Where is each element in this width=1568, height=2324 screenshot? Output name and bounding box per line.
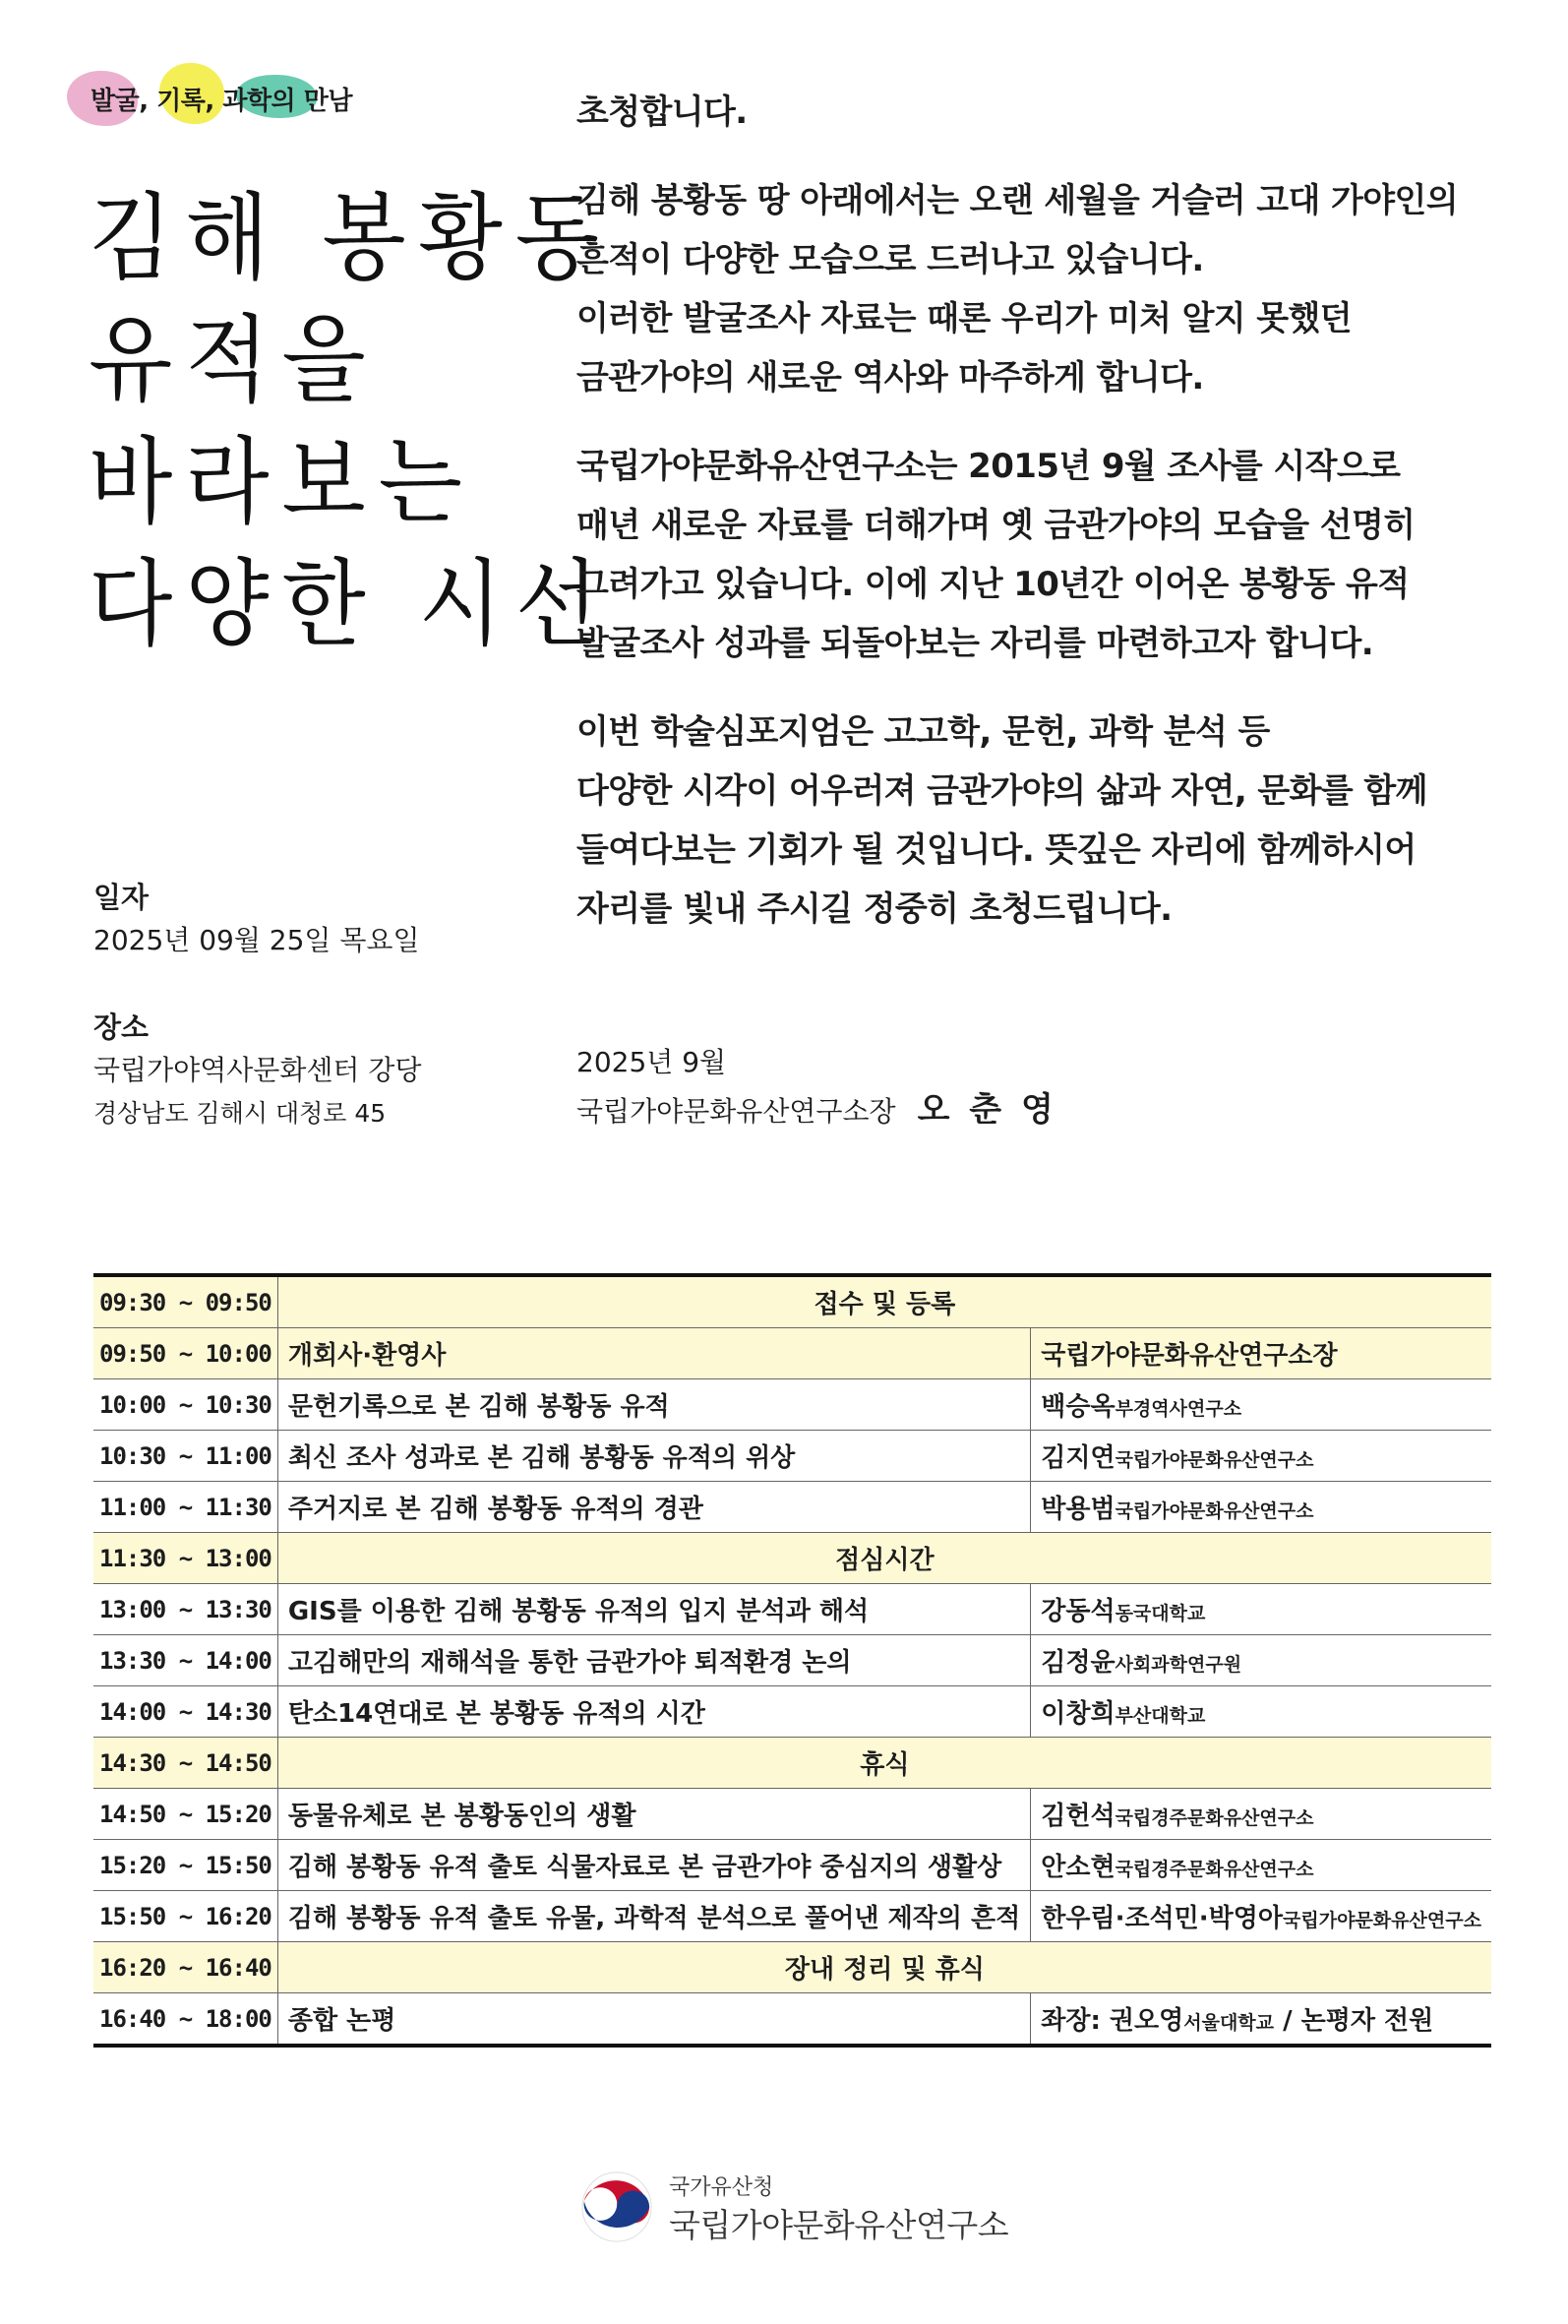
- schedule-row: [93, 1379, 1491, 1431]
- schedule-table: [93, 1273, 1491, 2048]
- session-title: 휴식: [277, 1738, 1491, 1789]
- session-speaker-cell: [1031, 1840, 1491, 1891]
- session-time: 15:50 ~ 16:20: [93, 1891, 277, 1942]
- schedule-row: [93, 1328, 1491, 1379]
- session-title: GIS를 이용한 김해 봉황동 유적의 입지 분석과 해석: [277, 1584, 1030, 1635]
- session-time: 14:30 ~ 14:50: [93, 1738, 277, 1789]
- speaker-affiliation: 국립경주문화유산연구소: [1115, 1859, 1314, 1880]
- session-speaker-cell: [1031, 1635, 1491, 1686]
- schedule-row: [93, 1993, 1491, 2047]
- speaker-affiliation: 부경역사연구소: [1115, 1398, 1242, 1420]
- session-time: 16:20 ~ 16:40: [93, 1942, 277, 1993]
- session-speaker-cell: [1031, 1891, 1491, 1942]
- schedule-row: [93, 1686, 1491, 1738]
- place-block: [93, 1006, 421, 1135]
- schedule-row: [93, 1840, 1491, 1891]
- schedule-row: [93, 1533, 1491, 1584]
- place-address: 경상남도 김해시 대청로 45: [93, 1099, 387, 1128]
- session-title: 고김해만의 재해석을 통한 금관가야 퇴적환경 논의: [277, 1635, 1030, 1686]
- title-line-2: 유적을: [89, 305, 379, 415]
- session-speaker-cell: [1031, 1993, 1491, 2047]
- org-name: 국립가야문화유산연구소: [669, 2206, 1009, 2244]
- speaker-name: 김헌석: [1041, 1802, 1116, 1831]
- speaker-name: 국립가야문화유산연구소장: [1041, 1341, 1338, 1371]
- schedule-row: [93, 1789, 1491, 1840]
- speaker-affiliation: 국립가야문화유산연구소: [1115, 1449, 1314, 1471]
- session-time: 09:30 ~ 09:50: [93, 1275, 277, 1328]
- place-label: 장소: [93, 1010, 150, 1044]
- title-line-4: 다양한 시선: [89, 549, 612, 659]
- speaker-affiliation: 서울대학교: [1183, 2012, 1275, 2034]
- session-speaker-cell: [1031, 1431, 1491, 1482]
- session-time: 16:40 ~ 18:00: [93, 1993, 277, 2047]
- session-time: 11:00 ~ 11:30: [93, 1482, 277, 1533]
- speaker-affiliation: 국립경주문화유산연구소: [1115, 1807, 1314, 1829]
- schedule-row: [93, 1942, 1491, 1993]
- speaker-affiliation: 국립가야문화유산연구소: [1115, 1500, 1314, 1522]
- invitation-letter: [576, 83, 1501, 968]
- title-line-1: 김해 봉황동: [89, 183, 612, 293]
- tagline-text: 발굴, 기록, 과학의 만남: [90, 87, 352, 116]
- schedule-row: [93, 1482, 1491, 1533]
- tagline: [90, 81, 405, 140]
- session-title: 김해 봉황동 유적 출토 유물, 과학적 분석으로 풀어낸 제작의 흔적: [277, 1891, 1030, 1942]
- sign-line: [576, 1086, 1057, 1135]
- sign-date: 2025년 9월: [576, 1046, 727, 1078]
- sign-org: 국립가야문화유산연구소장: [576, 1095, 896, 1128]
- session-speaker-cell: [1031, 1482, 1491, 1533]
- date-value: 2025년 09월 25일 목요일: [93, 924, 420, 956]
- session-title: 주거지로 본 김해 봉황동 유적의 경관: [277, 1482, 1030, 1533]
- speaker-suffix: / 논평자 전원: [1274, 2006, 1434, 2036]
- schedule-row: [93, 1635, 1491, 1686]
- session-title: 동물유체로 본 봉황동인의 생활: [277, 1789, 1030, 1840]
- speaker-name: 김정윤: [1041, 1648, 1116, 1678]
- taegeuk-emblem-icon: [578, 2169, 655, 2245]
- title-line-3: 바라보는: [89, 427, 475, 537]
- speaker-name: 한우림·조석민·박영아: [1041, 1904, 1284, 1933]
- main-title: [89, 177, 612, 665]
- greeting: 초청합니다.: [576, 92, 748, 132]
- session-time: 13:00 ~ 13:30: [93, 1584, 277, 1635]
- speaker-name: 안소현: [1041, 1853, 1116, 1882]
- speaker-name: 강동석: [1041, 1597, 1116, 1626]
- session-time: 15:20 ~ 15:50: [93, 1840, 277, 1891]
- session-time: 14:50 ~ 15:20: [93, 1789, 277, 1840]
- session-title: 장내 정리 및 휴식: [277, 1942, 1491, 1993]
- speaker-name: 박용범: [1041, 1495, 1116, 1524]
- schedule-row: [93, 1738, 1491, 1789]
- date-block: [93, 876, 420, 962]
- session-title: 최신 조사 성과로 본 김해 봉황동 유적의 위상: [277, 1431, 1030, 1482]
- session-speaker-cell: [1031, 1789, 1491, 1840]
- speaker-affiliation: 부산대학교: [1115, 1705, 1206, 1727]
- schedule-row: [93, 1275, 1491, 1328]
- session-title: 점심시간: [277, 1533, 1491, 1584]
- schedule-row: [93, 1891, 1491, 1942]
- speaker-name: 김지연: [1041, 1443, 1116, 1473]
- session-title: 탄소14연대로 본 봉황동 유적의 시간: [277, 1686, 1030, 1738]
- session-time: 14:00 ~ 14:30: [93, 1686, 277, 1738]
- schedule-row: [93, 1584, 1491, 1635]
- sign-name: 오 춘 영: [917, 1090, 1057, 1130]
- speaker-name: 이창희: [1041, 1699, 1116, 1729]
- date-label: 일자: [93, 881, 150, 914]
- session-time: 13:30 ~ 14:00: [93, 1635, 277, 1686]
- session-title: 접수 및 등록: [277, 1275, 1491, 1328]
- letter-paragraph-2: 국립가야문화유산연구소는 2015년 9월 조사를 시작으로 매년 새로운 자료를 더해가며 옛 금관가야의 모습을 선명히 그려가고 있습니다. 이에 지난 10년간 이어온 봉황동 유적 발굴조사 성과를 되돌아보는 자리를 마련하고자 합니다.: [576, 447, 1416, 663]
- session-time: 11:30 ~ 13:00: [93, 1533, 277, 1584]
- session-title: 문헌기록으로 본 김해 봉황동 유적: [277, 1379, 1030, 1431]
- session-title: 김해 봉황동 유적 출토 식물자료로 본 금관가야 중심지의 생활상: [277, 1840, 1030, 1891]
- schedule-row: [93, 1431, 1491, 1482]
- speaker-name: 백승옥: [1041, 1392, 1116, 1422]
- speaker-affiliation: 사회과학연구원: [1115, 1654, 1242, 1676]
- signature-block: [576, 1039, 1057, 1135]
- session-speaker-cell: [1031, 1328, 1491, 1379]
- speaker-name: 좌장: 권오영: [1041, 2006, 1184, 2036]
- place-value: 국립가야역사문화센터 강당: [93, 1054, 422, 1086]
- session-title: 종합 논평: [277, 1993, 1030, 2047]
- session-time: 09:50 ~ 10:00: [93, 1328, 277, 1379]
- org-parent: 국가유산청: [669, 2175, 774, 2200]
- footer-logo: [578, 2165, 1031, 2253]
- session-title: 개회사·환영사: [277, 1328, 1030, 1379]
- letter-paragraph-3: 이번 학술심포지엄은 고고학, 문헌, 과학 분석 등 다양한 시각이 어우러져 금관가야의 삶과 자연, 문화를 함께 들여다보는 기회가 될 것입니다. 뜻깊은 자리에 함께하시어 자리를 빛내 주시길 정중히 초청드립니다.: [576, 712, 1427, 929]
- session-time: 10:30 ~ 11:00: [93, 1431, 277, 1482]
- letter-paragraph-1: 김해 봉황동 땅 아래에서는 오랜 세월을 거슬러 고대 가야인의 흔적이 다양한 모습으로 드러나고 있습니다. 이러한 발굴조사 자료는 때론 우리가 미처 알지 못했던 금관가야의 새로운 역사와 마주하게 합니다.: [576, 181, 1458, 398]
- session-speaker-cell: [1031, 1686, 1491, 1738]
- session-speaker-cell: [1031, 1584, 1491, 1635]
- session-time: 10:00 ~ 10:30: [93, 1379, 277, 1431]
- speaker-affiliation: 국립가야문화유산연구소: [1283, 1910, 1481, 1931]
- session-speaker-cell: [1031, 1379, 1491, 1431]
- speaker-affiliation: 동국대학교: [1115, 1603, 1206, 1624]
